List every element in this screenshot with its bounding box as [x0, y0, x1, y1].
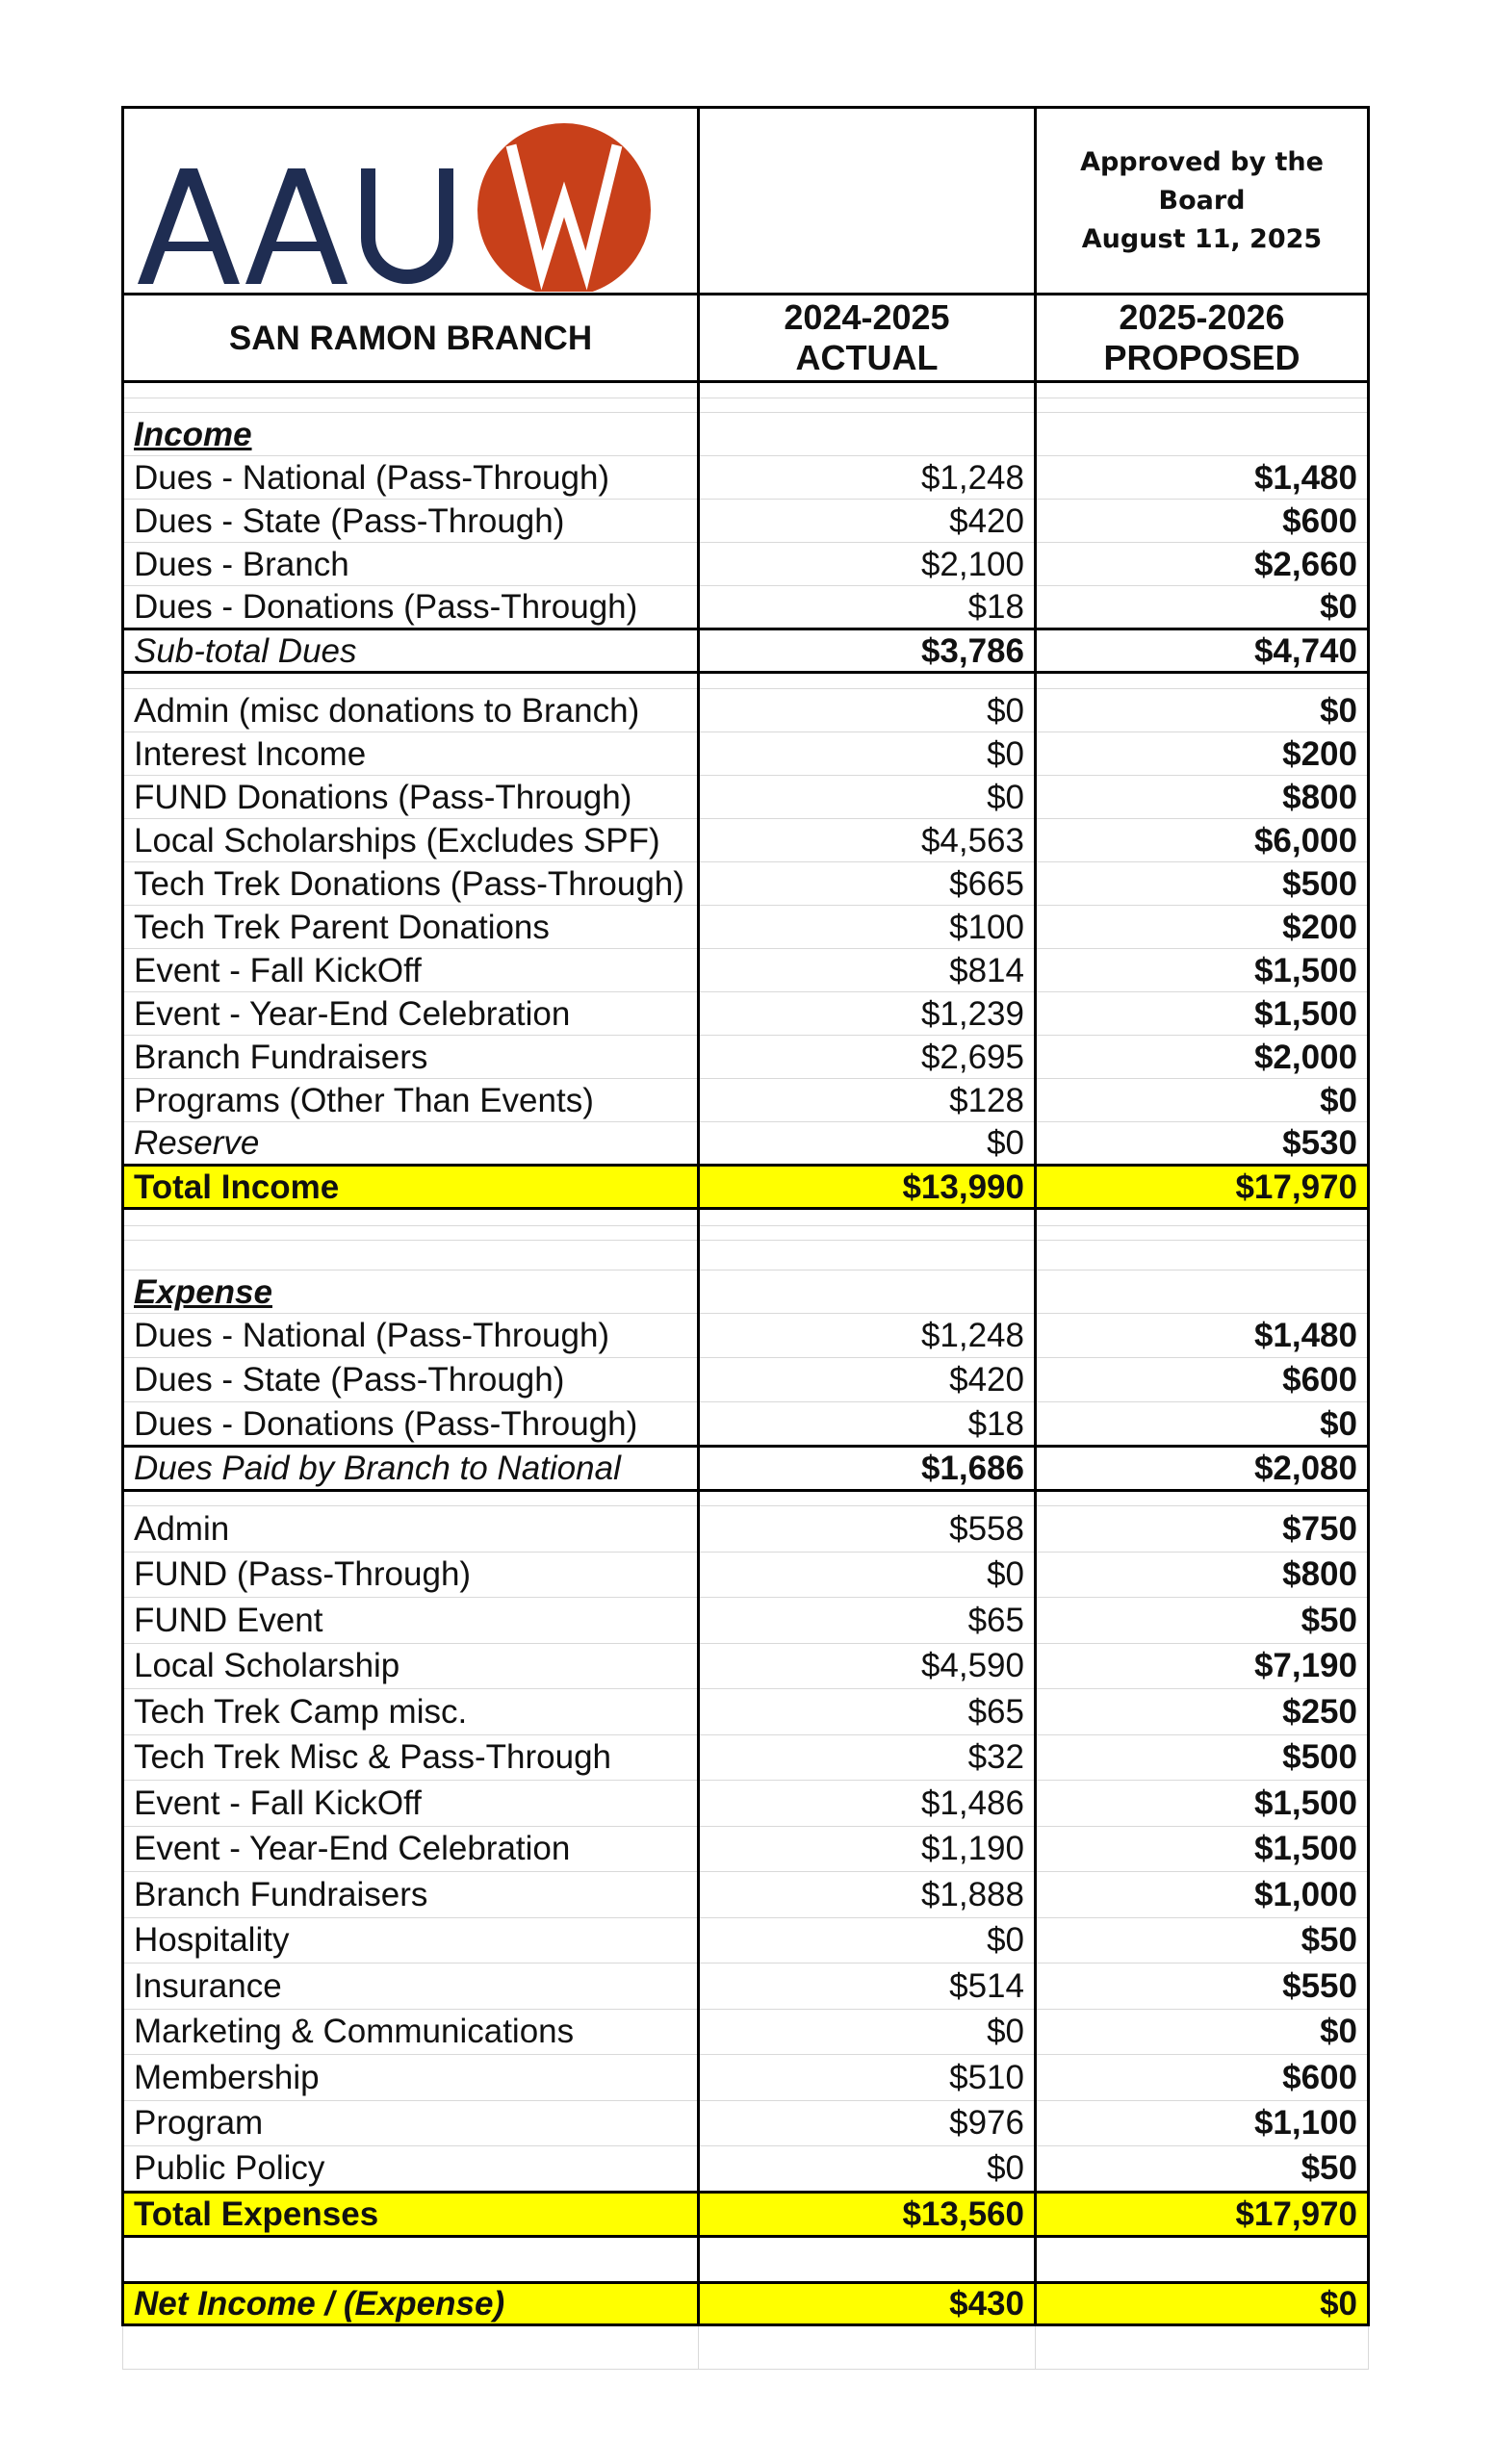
expense-dues-row-actual: $18	[699, 1402, 1036, 1447]
spacer-row	[123, 2236, 1369, 2282]
spacer-cell	[1036, 1209, 1369, 1226]
expense-dues-row-actual: $420	[699, 1358, 1036, 1402]
expense-item-row-label: Membership	[123, 2055, 699, 2101]
income-item-row	[123, 1036, 1369, 1079]
expense-heading-row-actual-blank	[699, 1270, 1036, 1314]
spacer-cell	[123, 1241, 699, 1270]
expense-item-row-actual: $1,190	[699, 1826, 1036, 1872]
expense-dues-row-label: Dues - State (Pass-Through)	[123, 1358, 699, 1402]
expense-item-row	[123, 1872, 1369, 1918]
spacer-cell	[699, 382, 1036, 398]
income-item-row-actual: $814	[699, 949, 1036, 992]
expense-item-row-proposed: $50	[1036, 2146, 1369, 2193]
income-reserve-row-label-text: Reserve	[134, 1124, 260, 1162]
spacer-cell	[1036, 1491, 1369, 1506]
expense-item-row	[123, 1964, 1369, 2010]
expense-item-row-label: FUND (Pass-Through)	[123, 1552, 699, 1598]
income-item-row-label: Tech Trek Parent Donations	[123, 906, 699, 949]
expense-item-row-label: Admin	[123, 1506, 699, 1553]
income-item-row-actual: $128	[699, 1079, 1036, 1122]
expense-item-row-label: Program	[123, 2100, 699, 2146]
income-item-row-proposed: $1,500	[1036, 949, 1369, 992]
income-item-row-proposed: $200	[1036, 732, 1369, 776]
expense-total-row-proposed: $17,970	[1036, 2192, 1369, 2236]
expense-subtotal-row-label	[123, 1447, 699, 1491]
income-item-row-proposed: $200	[1036, 906, 1369, 949]
expense-item-row	[123, 1826, 1369, 1872]
net-income-row-label-text: Net Income / (Expense)	[134, 2284, 505, 2323]
income-subtotal-row-label	[123, 629, 699, 673]
expense-item-row	[123, 1552, 1369, 1598]
income-item-row-proposed: $6,000	[1036, 819, 1369, 862]
income-heading-row-proposed-blank	[1036, 413, 1369, 456]
expense-item-row-label: Public Policy	[123, 2146, 699, 2193]
col-proposed-label: PROPOSED	[1103, 338, 1301, 377]
income-subtotal-row-actual: $3,786	[699, 629, 1036, 673]
income-item-row-label: Branch Fundraisers	[123, 1036, 699, 1079]
income-item-row-proposed: $500	[1036, 862, 1369, 906]
income-item-row	[123, 862, 1369, 906]
spacer-row	[123, 2324, 1369, 2369]
expense-dues-row-label: Dues - Donations (Pass-Through)	[123, 1402, 699, 1447]
expense-item-row-label: FUND Event	[123, 1598, 699, 1644]
expense-item-row-label: Local Scholarship	[123, 1643, 699, 1689]
income-heading-row-actual-blank	[699, 413, 1036, 456]
spacer-cell	[1036, 673, 1369, 689]
expense-dues-row	[123, 1402, 1369, 1447]
income-item-row-label: Event - Year-End Celebration	[123, 992, 699, 1036]
income-item-row-proposed: $0	[1036, 689, 1369, 732]
income-item-row-proposed: $800	[1036, 776, 1369, 819]
col-proposed-year: 2025-2026	[1119, 297, 1285, 337]
spacer-cell	[699, 398, 1036, 413]
income-subtotal-row	[123, 629, 1369, 673]
income-item-row-proposed: $0	[1036, 1079, 1369, 1122]
income-dues-row-actual: $420	[699, 500, 1036, 543]
header-column-row	[123, 295, 1369, 382]
aauw-logo	[138, 118, 696, 292]
spacer-cell	[699, 1226, 1036, 1241]
spacer-cell	[123, 1209, 699, 1226]
spacer-cell	[123, 382, 699, 398]
income-total-row-label: Total Income	[123, 1166, 699, 1209]
approval-line-2: August 11, 2025	[1081, 223, 1323, 254]
income-reserve-row-actual: $0	[699, 1122, 1036, 1166]
income-subtotal-row-proposed: $4,740	[1036, 629, 1369, 673]
spacer-cell	[123, 2324, 699, 2369]
expense-item-row	[123, 1734, 1369, 1781]
spacer-row	[123, 1226, 1369, 1241]
expense-item-row-proposed: $500	[1036, 1734, 1369, 1781]
budget-table-body	[123, 108, 1369, 2370]
expense-item-row-actual: $65	[699, 1598, 1036, 1644]
expense-subtotal-row-proposed: $2,080	[1036, 1447, 1369, 1491]
spacer-cell	[123, 2236, 699, 2282]
header-blank-cell	[699, 108, 1036, 295]
expense-item-row-actual: $510	[699, 2055, 1036, 2101]
expense-item-row-actual: $32	[699, 1734, 1036, 1781]
income-total-row-proposed: $17,970	[1036, 1166, 1369, 1209]
income-item-row-actual: $0	[699, 689, 1036, 732]
net-income-row-proposed: $0	[1036, 2282, 1369, 2324]
spacer-cell	[699, 2324, 1036, 2369]
expense-item-row-actual: $514	[699, 1964, 1036, 2010]
expense-heading-row-proposed-blank	[1036, 1270, 1369, 1314]
expense-dues-row-proposed: $600	[1036, 1358, 1369, 1402]
expense-item-row-proposed: $1,500	[1036, 1781, 1369, 1827]
income-dues-row-actual: $18	[699, 586, 1036, 629]
expense-heading-row	[123, 1270, 1369, 1314]
spacer-cell	[699, 2236, 1036, 2282]
income-item-row-label: Interest Income	[123, 732, 699, 776]
income-item-row-proposed: $2,000	[1036, 1036, 1369, 1079]
branch-name: SAN RAMON BRANCH	[123, 295, 699, 382]
spacer-cell	[123, 1226, 699, 1241]
income-item-row	[123, 689, 1369, 732]
income-item-row-label: Local Scholarships (Excludes SPF)	[123, 819, 699, 862]
expense-item-row	[123, 1781, 1369, 1827]
expense-item-row-label: Insurance	[123, 1964, 699, 2010]
expense-subtotal-row	[123, 1447, 1369, 1491]
spacer-cell	[699, 1241, 1036, 1270]
approval-cell	[1036, 108, 1369, 295]
expense-item-row-label: Event - Year-End Celebration	[123, 1826, 699, 1872]
expense-item-row-proposed: $50	[1036, 1598, 1369, 1644]
income-reserve-row-proposed: $530	[1036, 1122, 1369, 1166]
income-heading-row-label-text: Income	[134, 415, 252, 453]
net-income-row	[123, 2282, 1369, 2324]
income-subtotal-row-label-text: Sub-total Dues	[134, 631, 357, 670]
spacer-cell	[699, 1209, 1036, 1226]
spacer-cell	[123, 673, 699, 689]
expense-item-row-label: Marketing & Communications	[123, 2009, 699, 2055]
expense-item-row-label: Hospitality	[123, 1917, 699, 1964]
expense-dues-row	[123, 1314, 1369, 1358]
expense-dues-row-proposed: $0	[1036, 1402, 1369, 1447]
net-income-row-actual: $430	[699, 2282, 1036, 2324]
income-item-row-proposed: $1,500	[1036, 992, 1369, 1036]
income-item-row	[123, 819, 1369, 862]
income-total-row	[123, 1166, 1369, 1209]
approval-line-1: Approved by the Board	[1080, 146, 1324, 216]
income-dues-row	[123, 543, 1369, 586]
expense-item-row	[123, 1689, 1369, 1735]
income-dues-row-proposed: $1,480	[1036, 456, 1369, 500]
expense-item-row-proposed: $600	[1036, 2055, 1369, 2101]
income-item-row-label: Tech Trek Donations (Pass-Through)	[123, 862, 699, 906]
expense-item-row	[123, 2055, 1369, 2101]
expense-item-row	[123, 2009, 1369, 2055]
income-item-row-actual: $2,695	[699, 1036, 1036, 1079]
expense-item-row-actual: $0	[699, 2146, 1036, 2193]
income-item-row	[123, 992, 1369, 1036]
spacer-cell	[123, 1491, 699, 1506]
income-dues-row-label: Dues - Donations (Pass-Through)	[123, 586, 699, 629]
spacer-row	[123, 1491, 1369, 1506]
expense-item-row-proposed: $1,100	[1036, 2100, 1369, 2146]
income-dues-row-actual: $1,248	[699, 456, 1036, 500]
income-dues-row-label: Dues - National (Pass-Through)	[123, 456, 699, 500]
expense-item-row-actual: $0	[699, 1552, 1036, 1598]
income-item-row-label: Event - Fall KickOff	[123, 949, 699, 992]
income-dues-row	[123, 586, 1369, 629]
spacer-row	[123, 673, 1369, 689]
income-heading-row-label	[123, 413, 699, 456]
expense-total-row-actual: $13,560	[699, 2192, 1036, 2236]
income-dues-row	[123, 500, 1369, 543]
income-item-row	[123, 949, 1369, 992]
expense-item-row-proposed: $800	[1036, 1552, 1369, 1598]
income-item-row	[123, 776, 1369, 819]
expense-heading-row-label-text: Expense	[134, 1272, 272, 1311]
budget-sheet	[121, 106, 1367, 2370]
expense-item-row-actual: $1,888	[699, 1872, 1036, 1918]
spacer-cell	[1036, 2236, 1369, 2282]
header-logo-row	[123, 108, 1369, 295]
expense-item-row-actual: $65	[699, 1689, 1036, 1735]
expense-item-row	[123, 2146, 1369, 2193]
expense-item-row-proposed: $0	[1036, 2009, 1369, 2055]
expense-dues-row-actual: $1,248	[699, 1314, 1036, 1358]
expense-item-row-actual: $0	[699, 1917, 1036, 1964]
income-dues-row-proposed: $0	[1036, 586, 1369, 629]
col-actual-label: ACTUAL	[795, 338, 939, 377]
expense-item-row-actual: $976	[699, 2100, 1036, 2146]
spacer-cell	[1036, 382, 1369, 398]
expense-item-row	[123, 2100, 1369, 2146]
spacer-cell	[1036, 398, 1369, 413]
expense-item-row-label: Tech Trek Camp misc.	[123, 1689, 699, 1735]
spacer-cell	[1036, 1226, 1369, 1241]
expense-item-row-proposed: $1,500	[1036, 1826, 1369, 1872]
income-item-row-actual: $0	[699, 732, 1036, 776]
expense-item-row-proposed: $7,190	[1036, 1643, 1369, 1689]
expense-item-row-proposed: $550	[1036, 1964, 1369, 2010]
spacer-row	[123, 1241, 1369, 1270]
expense-item-row	[123, 1917, 1369, 1964]
expense-item-row-actual: $1,486	[699, 1781, 1036, 1827]
expense-dues-row-label: Dues - National (Pass-Through)	[123, 1314, 699, 1358]
income-item-row-label: FUND Donations (Pass-Through)	[123, 776, 699, 819]
expense-total-row	[123, 2192, 1369, 2236]
spacer-cell	[1036, 1241, 1369, 1270]
expense-item-row	[123, 1643, 1369, 1689]
income-dues-row-label: Dues - Branch	[123, 543, 699, 586]
expense-item-row-actual: $0	[699, 2009, 1036, 2055]
income-item-row-actual: $4,563	[699, 819, 1036, 862]
expense-subtotal-row-label-text: Dues Paid by Branch to National	[134, 1450, 621, 1487]
col-actual-year: 2024-2025	[784, 297, 950, 337]
income-item-row	[123, 906, 1369, 949]
spacer-cell	[699, 1491, 1036, 1506]
income-total-row-actual: $13,990	[699, 1166, 1036, 1209]
logo-cell	[123, 108, 699, 295]
income-reserve-row	[123, 1122, 1369, 1166]
expense-dues-row-proposed: $1,480	[1036, 1314, 1369, 1358]
spacer-row	[123, 382, 1369, 398]
spacer-row	[123, 398, 1369, 413]
expense-item-row-proposed: $1,000	[1036, 1872, 1369, 1918]
income-dues-row-proposed: $2,660	[1036, 543, 1369, 586]
expense-item-row	[123, 1506, 1369, 1553]
spacer-cell	[699, 673, 1036, 689]
income-dues-row	[123, 456, 1369, 500]
expense-subtotal-row-actual: $1,686	[699, 1447, 1036, 1491]
income-item-row	[123, 732, 1369, 776]
income-dues-row-proposed: $600	[1036, 500, 1369, 543]
spacer-row	[123, 1209, 1369, 1226]
income-item-row-actual: $1,239	[699, 992, 1036, 1036]
expense-heading-row-label	[123, 1270, 699, 1314]
col-proposed-header	[1036, 295, 1369, 382]
expense-item-row-label: Branch Fundraisers	[123, 1872, 699, 1918]
expense-item-row-proposed: $50	[1036, 1917, 1369, 1964]
income-item-row-actual: $665	[699, 862, 1036, 906]
income-item-row-actual: $100	[699, 906, 1036, 949]
income-dues-row-actual: $2,100	[699, 543, 1036, 586]
expense-total-row-label: Total Expenses	[123, 2192, 699, 2236]
income-item-row-actual: $0	[699, 776, 1036, 819]
net-income-row-label	[123, 2282, 699, 2324]
expense-item-row-actual: $4,590	[699, 1643, 1036, 1689]
income-heading-row	[123, 413, 1369, 456]
income-item-row-label: Admin (misc donations to Branch)	[123, 689, 699, 732]
col-actual-header	[699, 295, 1036, 382]
income-reserve-row-label	[123, 1122, 699, 1166]
expense-item-row-label: Event - Fall KickOff	[123, 1781, 699, 1827]
income-item-row-label: Programs (Other Than Events)	[123, 1079, 699, 1122]
expense-item-row-actual: $558	[699, 1506, 1036, 1553]
spacer-cell	[123, 398, 699, 413]
income-item-row	[123, 1079, 1369, 1122]
expense-item-row-proposed: $250	[1036, 1689, 1369, 1735]
budget-table	[121, 106, 1370, 2370]
income-dues-row-label: Dues - State (Pass-Through)	[123, 500, 699, 543]
expense-dues-row	[123, 1358, 1369, 1402]
expense-item-row-proposed: $750	[1036, 1506, 1369, 1553]
expense-item-row	[123, 1598, 1369, 1644]
expense-item-row-label: Tech Trek Misc & Pass-Through	[123, 1734, 699, 1781]
spacer-cell	[1036, 2324, 1369, 2369]
